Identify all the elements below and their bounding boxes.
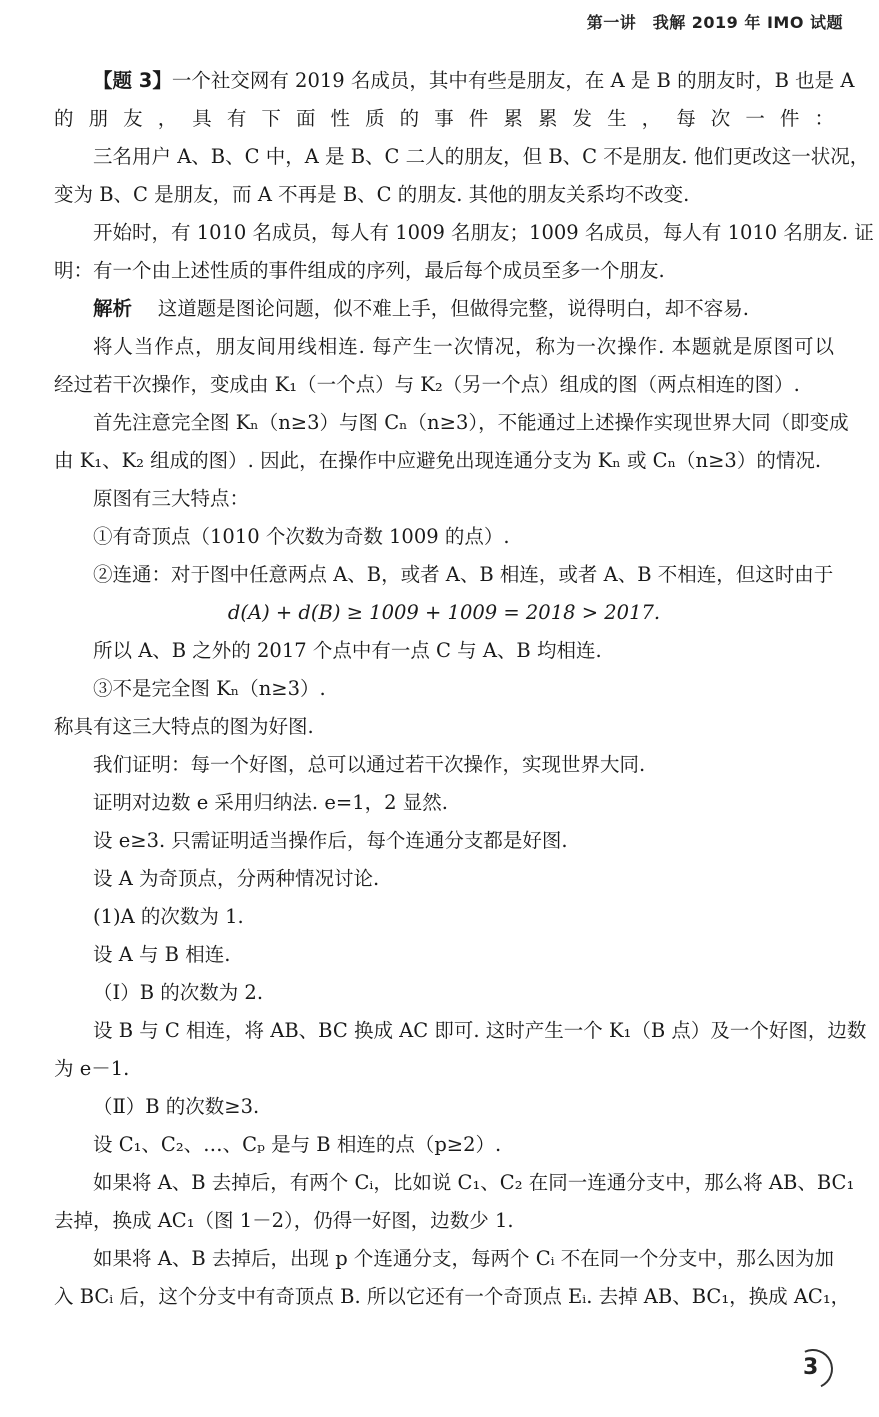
solution-line-16: 设 A 为奇顶点，分两种情况讨论. (93, 867, 380, 890)
solution-line-1: 解析 这道题是图论问题，似不难上手，但做得完整，说得明白，却不容易. (93, 297, 749, 320)
solution-line-6: 原图有三大特点： (93, 487, 250, 510)
solution-label: 解析 (93, 297, 133, 320)
solution-line-7: ①有奇顶点（1010 个次数为奇数 1009 的点）. (93, 525, 510, 548)
solution-line-13: 我们证明：每一个好图，总可以通过若干次操作，实现世界大同. (93, 753, 646, 776)
solution-line-12: 称具有这三大特点的图为好图. (54, 715, 314, 738)
solution-line-15: 设 e≥3. 只需证明适当操作后，每个连通分支都是好图. (93, 829, 568, 852)
page-number (793, 1349, 833, 1389)
case-1-heading: (1)A 的次数为 1. (93, 905, 244, 928)
solution-line-2: 将人当作点，朋友间用线相连. 每产生一次情况，称为一次操作. 本题就是原图可以 (93, 335, 834, 358)
case-1-ii-heading: （Ⅱ）B 的次数≥3. (93, 1095, 260, 1118)
solution-line-3: 经过若干次操作，变成由 K₁（一个点）与 K₂（另一个点）组成的图（两点相连的图）. (54, 373, 800, 396)
solution-line-24: 如果将 A、B 去掉后，有两个 Cᵢ，比如说 C₁、C₂ 在同一连通分支中，那么将 AB、BC₁ (93, 1171, 855, 1194)
problem-line-5: 开始时，有 1010 名成员，每人有 1009 名朋友；1009 名成员，每人有 1010 名朋友. 证 (93, 221, 874, 244)
solution-line-11: ③不是完全图 Kₙ（n≥3）. (93, 677, 326, 700)
solution-line-14: 证明对边数 e 采用归纳法. e=1，2 显然. (93, 791, 448, 814)
case-1-i-heading: （Ⅰ）B 的次数为 2. (93, 981, 264, 1004)
solution-line-23: 设 C₁、C₂、…、Cₚ 是与 B 相连的点（p≥2）. (93, 1133, 502, 1156)
problem-label: 【题 3】 (93, 69, 172, 92)
solution-line-25: 去掉，换成 AC₁（图 1－2），仍得一好图，边数少 1. (54, 1209, 514, 1232)
solution-line-8: ②连通：对于图中任意两点 A、B，或者 A、B 相连，或者 A、B 不相连，但这时由于 (93, 563, 834, 586)
problem-line-4: 变为 B、C 是朋友，而 A 不再是 B、C 的朋友. 其他的朋友关系均不改变. (54, 183, 690, 206)
solution-line-21: 为 e－1. (54, 1057, 130, 1080)
solution-line-26: 如果将 A、B 去掉后，出现 p 个连通分支，每两个 Cᵢ 不在同一个分支中，那么因为加 (93, 1247, 834, 1270)
problem-line-2: 的朋友，具有下面性质的事件累累发生，每次一件： (54, 107, 834, 130)
problem-line-6: 明：有一个由上述性质的事件组成的序列，最后每个成员至多一个朋友. (54, 259, 665, 282)
solution-line-18: 设 A 与 B 相连. (93, 943, 231, 966)
solution-line-5: 由 K₁、K₂ 组成的图）. 因此，在操作中应避免出现连通分支为 Kₙ 或 Cₙ（n≥3）的情况. (54, 449, 822, 472)
running-header: 第一讲 我解 2019 年 IMO 试题 (586, 13, 843, 32)
formula-degree-sum: d(A) + d(B) ≥ 1009 + 1009 = 2018 > 2017. (227, 601, 661, 624)
problem-line-3: 三名用户 A、B、C 中，A 是 B、C 二人的朋友，但 B、C 不是朋友. 他们更改这一状况， (93, 145, 870, 168)
solution-line-20: 设 B 与 C 相连，将 AB、BC 换成 AC 即可. 这时产生一个 K₁（B 点）及一个好图，边数 (93, 1019, 867, 1042)
solution-line-4: 首先注意完全图 Kₙ（n≥3）与图 Cₙ（n≥3），不能通过上述操作实现世界大同（即变成 (93, 411, 849, 434)
page-number-text: 3 (803, 1355, 819, 1380)
problem-line-1: 【题 3】一个社交网有 2019 名成员，其中有些是朋友，在 A 是 B 的朋友时，B 也是 A (93, 69, 855, 92)
solution-line-10: 所以 A、B 之外的 2017 个点中有一点 C 与 A、B 均相连. (93, 639, 602, 662)
solution-line-27: 入 BCᵢ 后，这个分支中有奇顶点 B. 所以它还有一个奇顶点 Eᵢ. 去掉 AB、BC₁，换成 AC₁， (54, 1285, 851, 1308)
